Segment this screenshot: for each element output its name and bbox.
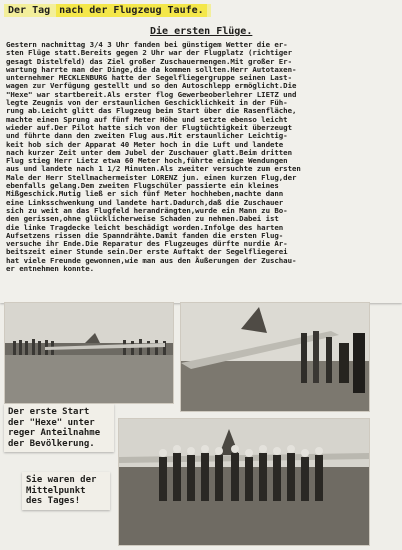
article-body bbox=[6, 41, 396, 273]
article-line: gesagt Distelfeld) das Ziel großer Zuschauermengen.Mit großer Er- bbox=[6, 56, 292, 66]
article-line: sten Flüge statt.Bereits gegen 2 Uhr war der Flugplatz (richtiger bbox=[6, 48, 292, 58]
article-line: Mißgeschick.Mutig ließ er sich fünf Meter hochheben,machte dann bbox=[6, 189, 284, 199]
article-line: nach kurzer Zeit unter dem Jubel der Zuschauer glatt.Beim dritten bbox=[6, 147, 292, 157]
article-line: und führte dann den zweiten Flug aus.Mit erstaunlicher Leichtig- bbox=[6, 131, 288, 141]
article-line: machte einen Sprung auf fünf Meter Höhe und setzte ebenso leicht bbox=[6, 114, 288, 124]
article-line: rung ab.Leicht glitt das Flugzeug beim Start über die Rasenfläche, bbox=[6, 106, 297, 116]
clipping-header bbox=[4, 4, 211, 17]
article-line: eine Linksschwenkung und landete hart.Dadurch,daß die Zuschauer bbox=[6, 197, 284, 207]
article-line: wagen zur Verfügung gestellt und so den Autoschlepp ermöglicht.Die bbox=[6, 81, 297, 91]
article-line: sich zu weit an das Flugfeld herandrängten,wurde ein Mann zu Bo- bbox=[6, 205, 288, 215]
article-line: er entnehmen konnte. bbox=[6, 264, 94, 274]
photo-glider-takeoff-image bbox=[181, 303, 369, 411]
article-line: keit hob sich der Apparat 40 Meter hoch in die Luft und landete bbox=[6, 139, 284, 149]
article-line: "Hexe" war startbereit.Als erster flog Gewerbeoberlehrer LIETZ und bbox=[6, 89, 297, 99]
photo-glider-crowd-field bbox=[4, 302, 174, 404]
article-line: wieder auf.Der Pilot hatte sich von der Flugtüchtigkeit überzeugt bbox=[6, 122, 292, 132]
article-line: Aufsetzens rissen die Spanndrähte.Damit fanden die ersten Flug- bbox=[6, 230, 284, 240]
article-line: aus und landete nach 1 1/2 Minuten.Als zweiter versuchte zum ersten bbox=[6, 164, 301, 174]
photo-group-with-glider bbox=[118, 418, 370, 546]
article-line: beitszeit einer Stunde sein.Der erste Auftakt der Segelfliegerei bbox=[6, 247, 288, 257]
photo-glider-takeoff bbox=[180, 302, 370, 412]
article-line: Gestern nachmittag 3/4 3 Uhr fanden bei günstigem Wetter die er- bbox=[6, 40, 288, 49]
article-line: Flug stieg Herr Lietz etwa 60 Meter hoch,führte einige Wendungen bbox=[6, 156, 288, 166]
photo-glider-crowd-field-image bbox=[5, 303, 173, 403]
article-title: Die ersten Flüge. bbox=[150, 26, 253, 37]
photo-group-with-glider-image bbox=[119, 419, 369, 545]
article-line: unternehmer MECKLENBURG hatte der Segelfliegergruppe seinen Last- bbox=[6, 73, 292, 83]
article-line: wartung harrte man der Dinge,die da kommen sollten.Herr Autotaxen- bbox=[6, 64, 297, 74]
caption-first-start: Der erste Start der "Hexe" unter reger Anteilnahme der Bevölkerung. bbox=[4, 404, 114, 452]
article-line: versuche ihr Ende.Die Reparatur des Flugzeuges dürfte nurdie Ar- bbox=[6, 239, 288, 249]
article-line: Male der Herr Stellmachermeister LORENZ jun. einen kurzen Flug,der bbox=[6, 172, 297, 182]
header-highlight: nach der Flugzeug Taufe. bbox=[56, 4, 207, 17]
article-line: legte Zeugnis von der erstaunlichen Geschicklichkeit in der Füh- bbox=[6, 98, 288, 108]
article-line: ebenfalls gelang.Dem zweiten Flugschüler passierte ein kleines bbox=[6, 181, 279, 191]
caption-center-of-day: Sie waren der Mittelpunkt des Tages! bbox=[22, 472, 110, 510]
article-line: den gerissen,ohne glücklicherweise Schaden zu nehmen.Dabei ist bbox=[6, 214, 279, 224]
article-line: die linke Tragdecke leicht beschädigt worden.Infolge des harten bbox=[6, 222, 284, 232]
header-prefix: Der Tag bbox=[8, 5, 57, 16]
article-line: hat viele Freunde gewonnen,wie man aus den Äußerungen der Zuschau- bbox=[6, 255, 297, 265]
